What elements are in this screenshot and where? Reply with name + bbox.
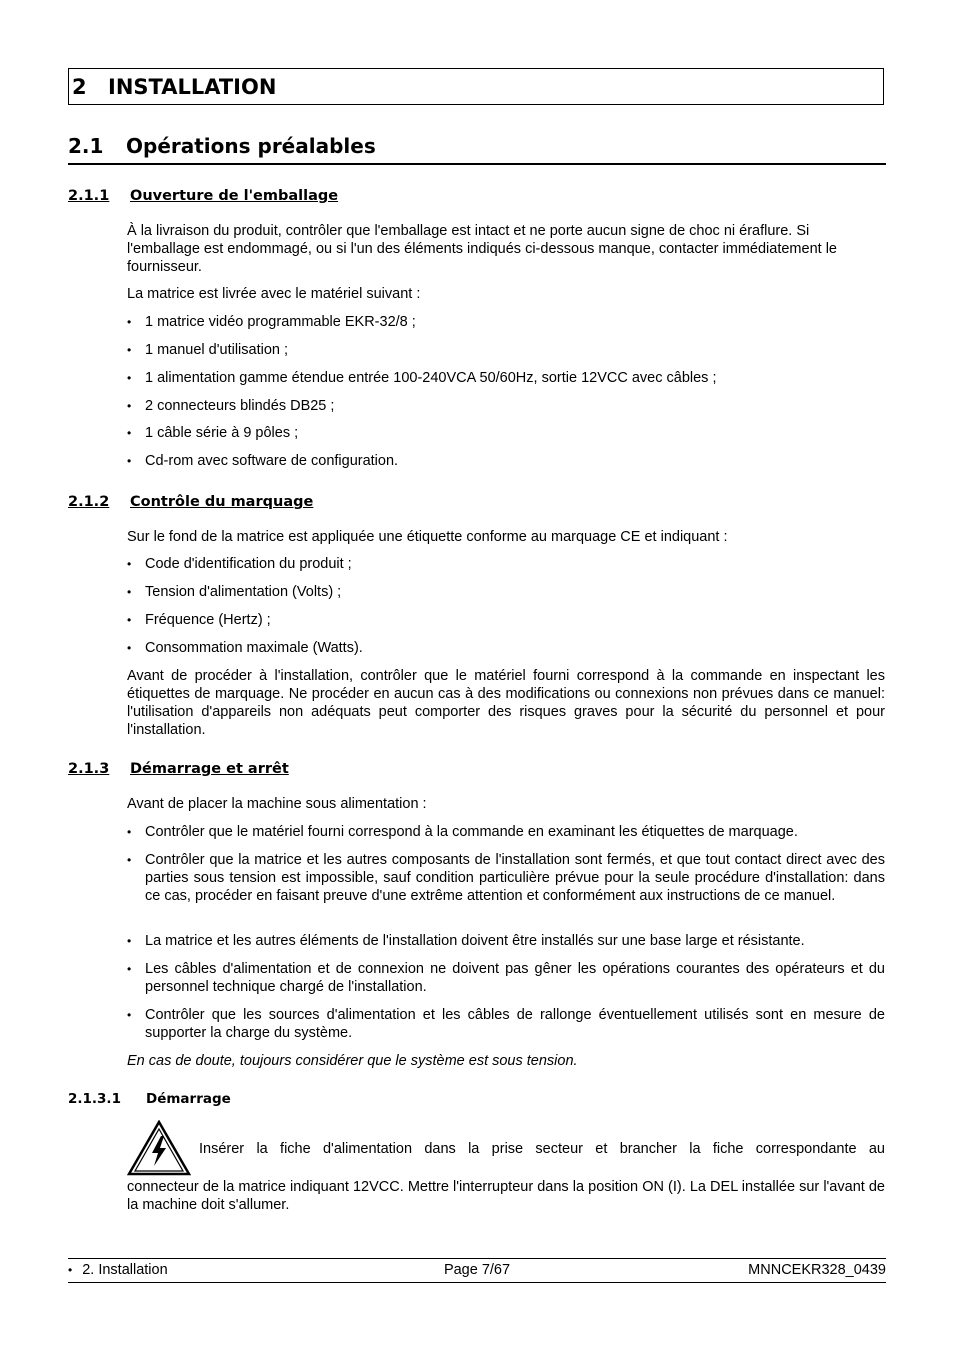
list-item-text: Tension d'alimentation (Volts) ; xyxy=(145,584,342,600)
paragraph-first-line: Insérer la fiche d'alimentation dans la prise secteur et brancher la fiche correspondante au xyxy=(199,1141,885,1157)
list-item xyxy=(127,424,885,442)
bullet: • xyxy=(127,853,132,867)
bullet: • xyxy=(127,315,132,329)
chapter-title: INSTALLATION xyxy=(108,75,277,99)
document-code: MNNCEKR328_0439 xyxy=(748,1262,886,1278)
bullet: • xyxy=(127,585,132,599)
list-item xyxy=(127,932,885,950)
list-item-text: 1 alimentation gamme étendue entrée 100-240VCA 50/60Hz, sortie 12VCC avec câbles ; xyxy=(145,370,717,386)
list-item-text: Contrôler que le matériel fourni correspond à la commande en examinant les étiquettes de marquage. xyxy=(145,824,798,840)
list-item xyxy=(127,851,885,905)
list-item-text: Fréquence (Hertz) ; xyxy=(145,612,271,628)
list-item xyxy=(127,341,885,359)
chapter-number: 2 xyxy=(72,75,87,99)
paragraph: connecteur de la matrice indiquant 12VCC. Mettre l'interrupteur dans la position ON (I). La DEL installée sur l'avant de la machine doit s'allumer. xyxy=(127,1179,885,1213)
paragraph: La matrice est livrée avec le matériel suivant : xyxy=(127,286,421,302)
bullet: • xyxy=(127,934,132,948)
section-heading xyxy=(68,130,886,165)
list-item xyxy=(127,452,885,470)
subsubsection-heading-2-1-3-1 xyxy=(68,1089,231,1109)
bullet: • xyxy=(127,343,132,357)
subsection-number: 2.1.3 xyxy=(68,761,110,777)
page-number: Page 7/67 xyxy=(443,1262,511,1278)
list-item-text: Cd-rom avec software de configuration. xyxy=(145,453,399,469)
subsection-heading-2-1-2 xyxy=(68,492,313,512)
bullet: • xyxy=(127,399,132,413)
bullet: • xyxy=(127,613,132,627)
list-item xyxy=(127,369,885,387)
list-item-text: Consommation maximale (Watts). xyxy=(145,640,363,656)
bullet: • xyxy=(127,557,132,571)
paragraph: Avant de placer la machine sous alimentation : xyxy=(127,796,427,812)
list-item xyxy=(127,960,885,996)
bullet: • xyxy=(127,962,132,976)
subsection-title: Ouverture de l'emballage xyxy=(130,188,339,204)
subsection-title: Démarrage et arrêt xyxy=(130,761,289,777)
bullet: • xyxy=(127,371,132,385)
section-title: Opérations préalables xyxy=(126,134,376,158)
list-item xyxy=(127,583,885,601)
chapter-heading xyxy=(68,68,884,105)
bullet: • xyxy=(127,641,132,655)
paragraph: Avant de procéder à l'installation, contrôler que le matériel fourni correspond à la commande en inspectant les étiquettes de marquage. Ne procéder en aucun cas à des modifications ou connexions non prévues dans ce manuel: l'utilisation d'appareils non adéquats peut comporter des risques graves pour la sécurité du personnel et pour l'installation. xyxy=(127,668,885,738)
list-item-text: 1 manuel d'utilisation ; xyxy=(145,342,289,358)
list-item xyxy=(127,555,885,573)
list-item xyxy=(127,313,885,331)
section-number: 2.1 xyxy=(68,134,104,158)
subsubsection-number: 2.1.3.1 xyxy=(68,1091,121,1107)
paragraph: Sur le fond de la matrice est appliquée une étiquette conforme au marquage CE et indiquant : xyxy=(127,529,728,545)
list-item-text: La matrice et les autres éléments de l'installation doivent être installés sur une base large et résistante. xyxy=(145,933,805,949)
list-item-text: 2 connecteurs blindés DB25 ; xyxy=(145,398,335,414)
footer-chapter: 2. Installation xyxy=(82,1262,168,1278)
bullet: • xyxy=(127,1008,132,1022)
subsection-number: 2.1.1 xyxy=(68,188,110,204)
bullet: • xyxy=(68,1263,73,1277)
bullet: • xyxy=(127,426,132,440)
list-item-text: 1 matrice vidéo programmable EKR-32/8 ; xyxy=(145,314,416,330)
bullet: • xyxy=(127,825,132,839)
note: En cas de doute, toujours considérer que le système est sous tension. xyxy=(127,1053,578,1069)
list-item xyxy=(127,1006,885,1042)
subsection-heading-2-1-1 xyxy=(68,186,338,206)
subsection-number: 2.1.2 xyxy=(68,494,110,510)
list-item xyxy=(127,611,885,629)
list-item-text: Contrôler que les sources d'alimentation et les câbles de rallonge éventuellement utilisés sont en mesure de supporter la charge du système. xyxy=(145,1007,885,1041)
list-item xyxy=(127,639,885,657)
list-item-text: Les câbles d'alimentation et de connexion ne doivent pas gêner les opérations courantes des opérateurs et du personnel technique chargé de l'installation. xyxy=(145,961,885,995)
list-item xyxy=(127,823,885,841)
subsection-heading-2-1-3 xyxy=(68,759,289,779)
list-item-text: Code d'identification du produit ; xyxy=(145,556,352,572)
paragraph: À la livraison du produit, contrôler que l'emballage est intact et ne porte aucun signe de choc ni éraflure. Si l'emballage est endommagé, ou si l'un des éléments indiqués ci-dessous manque, contacter immédiatement le fournisseur. xyxy=(127,223,837,275)
bullet: • xyxy=(127,454,132,468)
subsubsection-title: Démarrage xyxy=(146,1091,231,1107)
subsection-title: Contrôle du marquage xyxy=(130,494,314,510)
list-item xyxy=(127,397,885,415)
electrical-hazard-icon xyxy=(127,1120,191,1176)
list-item-text: Contrôler que la matrice et les autres composants de l'installation sont fermés, et que tout contact direct avec des parties sous tension est impossible, sauf condition particulière prévue pour la seule procédure d'installation: dans ce cas, procéder en faisant preuve d'une extrême attention et conformément aux instructions de ce manuel. xyxy=(145,852,885,904)
page-footer xyxy=(68,1258,886,1283)
list-item-text: 1 câble série à 9 pôles ; xyxy=(145,425,299,441)
